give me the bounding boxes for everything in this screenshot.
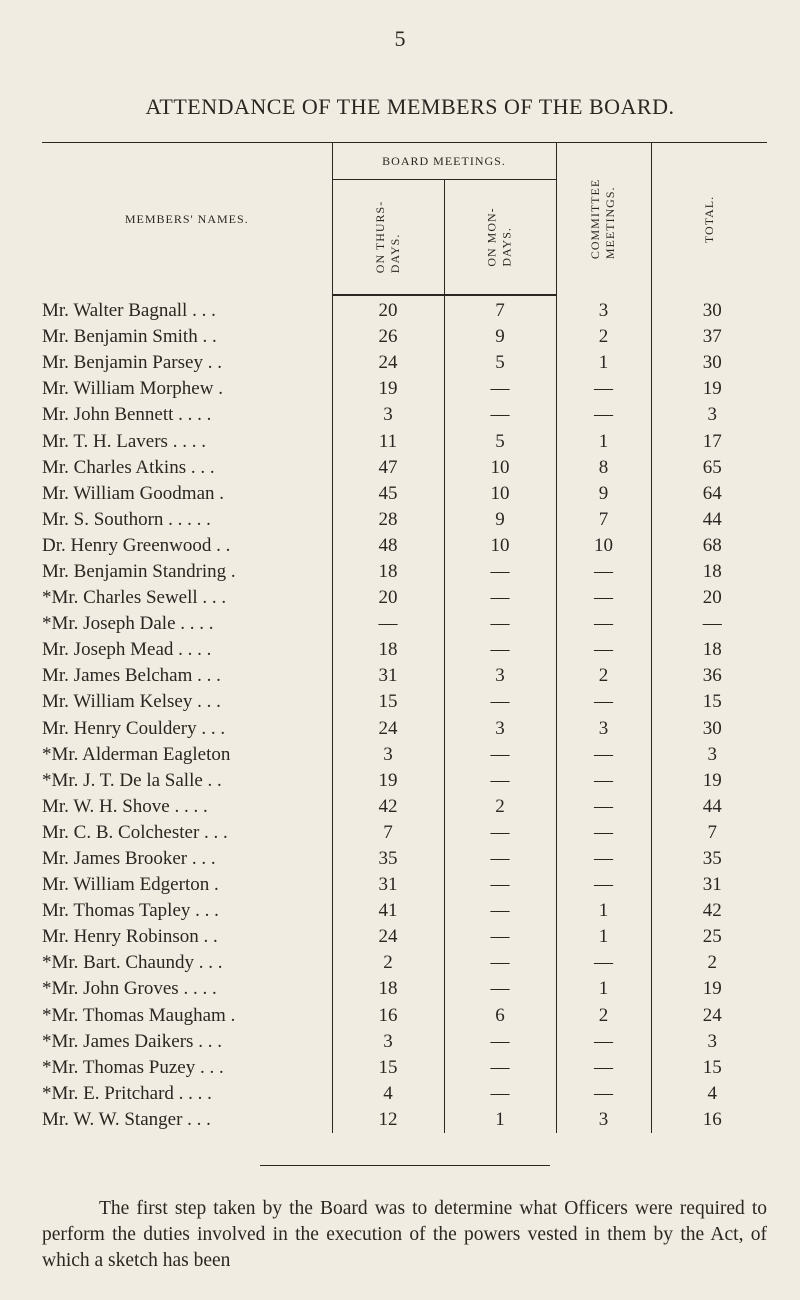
total-cell: 44 bbox=[651, 794, 767, 820]
mondays-header-line1: ON MON- bbox=[485, 207, 499, 267]
committee-cell: 2 bbox=[556, 663, 651, 689]
member-name-cell: Mr. William Kelsey . . . bbox=[42, 691, 221, 713]
table-row bbox=[42, 1107, 767, 1133]
thursdays-cell: 18 bbox=[332, 637, 444, 663]
member-name-cell: Mr. John Bennett . . . . bbox=[42, 404, 212, 426]
thursdays-cell: 41 bbox=[332, 898, 444, 924]
total-cell: 15 bbox=[651, 1055, 767, 1081]
thursdays-cell: — bbox=[332, 611, 444, 637]
table-row bbox=[42, 455, 767, 481]
member-name-cell: *Mr. Bart. Chaundy . . . bbox=[42, 952, 223, 974]
attendance-rows bbox=[42, 295, 767, 1133]
member-name-cell: Mr. T. H. Lavers . . . . bbox=[42, 430, 206, 452]
committee-cell: 2 bbox=[556, 1003, 651, 1029]
total-cell: 15 bbox=[651, 689, 767, 715]
mondays-cell: — bbox=[444, 768, 556, 794]
committee-cell: — bbox=[556, 689, 651, 715]
committee-cell: — bbox=[556, 872, 651, 898]
member-name-cell: *Mr. Alderman Eagleton bbox=[42, 743, 231, 765]
member-name-cell: Mr. Benjamin Parsey . . bbox=[42, 352, 222, 374]
thursdays-header-line1: ON THURS- bbox=[372, 200, 387, 274]
total-cell: 37 bbox=[651, 324, 767, 350]
member-name-cell: *Mr. Charles Sewell . . . bbox=[42, 587, 227, 609]
committee-cell: 3 bbox=[556, 1107, 651, 1133]
page-title: ATTENDANCE OF THE MEMBERS OF THE BOARD. bbox=[145, 94, 675, 119]
committee-cell: 1 bbox=[556, 898, 651, 924]
mondays-cell: — bbox=[444, 402, 556, 428]
table-row bbox=[42, 846, 767, 872]
mondays-cell: 3 bbox=[444, 663, 556, 689]
total-cell: 16 bbox=[651, 1107, 767, 1133]
mondays-cell: 9 bbox=[444, 507, 556, 533]
member-name-cell: Mr. William Edgerton . bbox=[42, 874, 219, 896]
table-row bbox=[42, 663, 767, 689]
mondays-cell: — bbox=[444, 611, 556, 637]
table-row bbox=[42, 402, 767, 428]
thursdays-cell: 48 bbox=[332, 533, 444, 559]
mondays-cell: 10 bbox=[444, 533, 556, 559]
table-row bbox=[42, 585, 767, 611]
total-cell: 30 bbox=[651, 350, 767, 376]
member-name-cell: Mr. C. B. Colchester . . . bbox=[42, 821, 228, 843]
total-cell: 30 bbox=[651, 295, 767, 324]
thursdays-cell: 18 bbox=[332, 976, 444, 1002]
total-header bbox=[651, 143, 767, 296]
member-name-cell: Mr. S. Southorn . . . . . bbox=[42, 508, 211, 530]
total-cell: 18 bbox=[651, 637, 767, 663]
thursdays-cell: 45 bbox=[332, 481, 444, 507]
mondays-cell: — bbox=[444, 872, 556, 898]
committee-cell: — bbox=[556, 559, 651, 585]
thursdays-cell: 16 bbox=[332, 1003, 444, 1029]
member-name-cell: Mr. W. H. Shove . . . . bbox=[42, 795, 208, 817]
thursdays-cell: 4 bbox=[332, 1081, 444, 1107]
member-name-cell: Dr. Henry Greenwood . . bbox=[42, 534, 231, 556]
board-meetings-header: BOARD MEETINGS. bbox=[332, 143, 556, 180]
mondays-cell: — bbox=[444, 820, 556, 846]
total-cell: 36 bbox=[651, 663, 767, 689]
mondays-cell: — bbox=[444, 742, 556, 768]
total-cell: 18 bbox=[651, 559, 767, 585]
total-cell: 30 bbox=[651, 716, 767, 742]
total-header-label: TOTAL. bbox=[701, 195, 716, 243]
total-cell: 17 bbox=[651, 428, 767, 454]
thursdays-cell: 15 bbox=[332, 1055, 444, 1081]
mondays-cell: 10 bbox=[444, 455, 556, 481]
table-row bbox=[42, 611, 767, 637]
thursdays-cell: 35 bbox=[332, 846, 444, 872]
table-row bbox=[42, 924, 767, 950]
member-name-cell: Mr. Henry Robinson . . bbox=[42, 926, 218, 948]
mondays-cell: — bbox=[444, 1055, 556, 1081]
member-name-cell: Mr. William Morphew . bbox=[42, 378, 223, 400]
member-name-cell: *Mr. James Daikers . . . bbox=[42, 1030, 222, 1052]
mondays-cell: 5 bbox=[444, 350, 556, 376]
table-row bbox=[42, 376, 767, 402]
total-cell: 19 bbox=[651, 768, 767, 794]
total-cell: 65 bbox=[651, 455, 767, 481]
section-divider bbox=[260, 1165, 550, 1166]
table-row bbox=[42, 794, 767, 820]
committee-cell: 1 bbox=[556, 350, 651, 376]
committee-cell: 3 bbox=[556, 716, 651, 742]
member-name-cell: *Mr. Thomas Maugham . bbox=[42, 1004, 236, 1026]
thursdays-cell: 31 bbox=[332, 663, 444, 689]
total-cell: 44 bbox=[651, 507, 767, 533]
total-cell: 25 bbox=[651, 924, 767, 950]
thursdays-cell: 11 bbox=[332, 428, 444, 454]
committee-cell: — bbox=[556, 402, 651, 428]
thursdays-cell: 7 bbox=[332, 820, 444, 846]
mondays-cell: — bbox=[444, 950, 556, 976]
thursdays-cell: 19 bbox=[332, 376, 444, 402]
mondays-cell: — bbox=[444, 924, 556, 950]
member-name-cell: Mr. Henry Couldery . . . bbox=[42, 717, 226, 739]
thursdays-cell: 3 bbox=[332, 402, 444, 428]
table-row bbox=[42, 872, 767, 898]
table-row bbox=[42, 507, 767, 533]
committee-cell: — bbox=[556, 768, 651, 794]
thursdays-cell: 24 bbox=[332, 716, 444, 742]
table-row bbox=[42, 559, 767, 585]
total-cell: 7 bbox=[651, 820, 767, 846]
mondays-cell: 3 bbox=[444, 716, 556, 742]
thursdays-cell: 12 bbox=[332, 1107, 444, 1133]
table-row bbox=[42, 1081, 767, 1107]
mondays-cell: — bbox=[444, 376, 556, 402]
committee-cell: 7 bbox=[556, 507, 651, 533]
committee-header-line1: COMMITTEE bbox=[588, 178, 603, 260]
table-row bbox=[42, 324, 767, 350]
table-row bbox=[42, 716, 767, 742]
mondays-cell: — bbox=[444, 898, 556, 924]
thursdays-cell: 2 bbox=[332, 950, 444, 976]
thursdays-header bbox=[332, 180, 444, 296]
thursdays-cell: 20 bbox=[332, 295, 444, 324]
table-row bbox=[42, 1055, 767, 1081]
committee-cell: — bbox=[556, 1055, 651, 1081]
thursdays-header-line2: DAYS. bbox=[387, 233, 402, 274]
committee-cell: 9 bbox=[556, 481, 651, 507]
thursdays-cell: 3 bbox=[332, 1029, 444, 1055]
member-name-cell: Mr. Charles Atkins . . . bbox=[42, 456, 215, 478]
total-cell: 3 bbox=[651, 742, 767, 768]
committee-cell: — bbox=[556, 742, 651, 768]
mondays-cell: — bbox=[444, 1081, 556, 1107]
committee-meetings-header bbox=[556, 143, 651, 296]
total-cell: 19 bbox=[651, 376, 767, 402]
thursdays-cell: 18 bbox=[332, 559, 444, 585]
thursdays-cell: 24 bbox=[332, 924, 444, 950]
table-row bbox=[42, 1003, 767, 1029]
member-name-cell: *Mr. Joseph Dale . . . . bbox=[42, 613, 214, 635]
member-name-cell: Mr. Benjamin Standring . bbox=[42, 560, 236, 582]
mondays-cell: 7 bbox=[444, 295, 556, 324]
table-row bbox=[42, 428, 767, 454]
body-paragraph: The first step taken by the Board was to determine what Officers were required to perform the duties involved in the execution of the powers vested in them by the Act, of which a sketch has been bbox=[42, 1198, 767, 1271]
thursdays-cell: 42 bbox=[332, 794, 444, 820]
thursdays-cell: 28 bbox=[332, 507, 444, 533]
table-row bbox=[42, 295, 767, 324]
table-row bbox=[42, 637, 767, 663]
page-number: 5 bbox=[394, 26, 406, 51]
table-row bbox=[42, 533, 767, 559]
committee-header-line2: MEETINGS. bbox=[603, 186, 618, 260]
committee-cell: 3 bbox=[556, 295, 651, 324]
mondays-cell: 2 bbox=[444, 794, 556, 820]
mondays-cell: 1 bbox=[444, 1107, 556, 1133]
table-row bbox=[42, 976, 767, 1002]
mondays-cell: — bbox=[444, 585, 556, 611]
table-row bbox=[42, 768, 767, 794]
committee-cell: — bbox=[556, 1081, 651, 1107]
committee-cell: — bbox=[556, 611, 651, 637]
mondays-cell: — bbox=[444, 846, 556, 872]
total-cell: 4 bbox=[651, 1081, 767, 1107]
mondays-cell: — bbox=[444, 689, 556, 715]
thursdays-cell: 31 bbox=[332, 872, 444, 898]
table-row bbox=[42, 898, 767, 924]
committee-cell: 10 bbox=[556, 533, 651, 559]
table-row bbox=[42, 742, 767, 768]
committee-cell: — bbox=[556, 585, 651, 611]
total-cell: 42 bbox=[651, 898, 767, 924]
total-cell: 3 bbox=[651, 402, 767, 428]
members-names-header: MEMBERS' NAMES. bbox=[42, 143, 332, 296]
committee-cell: 1 bbox=[556, 924, 651, 950]
table-row bbox=[42, 820, 767, 846]
mondays-cell: 6 bbox=[444, 1003, 556, 1029]
thursdays-cell: 24 bbox=[332, 350, 444, 376]
table-row bbox=[42, 689, 767, 715]
member-name-cell: Mr. W. W. Stanger . . . bbox=[42, 1108, 211, 1130]
member-name-cell: Mr. Benjamin Smith . . bbox=[42, 326, 217, 348]
total-cell: 31 bbox=[651, 872, 767, 898]
member-name-cell: *Mr. J. T. De la Salle . . bbox=[42, 769, 222, 791]
mondays-cell: 9 bbox=[444, 324, 556, 350]
table-row bbox=[42, 950, 767, 976]
committee-cell: — bbox=[556, 637, 651, 663]
attendance-table bbox=[42, 142, 767, 1133]
committee-cell: 8 bbox=[556, 455, 651, 481]
thursdays-cell: 19 bbox=[332, 768, 444, 794]
committee-cell: — bbox=[556, 376, 651, 402]
committee-cell: — bbox=[556, 794, 651, 820]
total-cell: 20 bbox=[651, 585, 767, 611]
committee-cell: — bbox=[556, 846, 651, 872]
total-cell: 3 bbox=[651, 1029, 767, 1055]
table-row bbox=[42, 481, 767, 507]
mondays-cell: — bbox=[444, 1029, 556, 1055]
member-name-cell: Mr. James Belcham . . . bbox=[42, 665, 221, 687]
thursdays-cell: 3 bbox=[332, 742, 444, 768]
member-name-cell: Mr. Joseph Mead . . . . bbox=[42, 639, 212, 661]
member-name-cell: Mr. Walter Bagnall . . . bbox=[42, 299, 216, 321]
committee-cell: — bbox=[556, 820, 651, 846]
mondays-cell: — bbox=[444, 976, 556, 1002]
mondays-header-line2: DAYS. bbox=[500, 227, 514, 267]
mondays-cell: 10 bbox=[444, 481, 556, 507]
member-name-cell: Mr. William Goodman . bbox=[42, 482, 225, 504]
committee-cell: — bbox=[556, 950, 651, 976]
member-name-cell: *Mr. John Groves . . . . bbox=[42, 978, 217, 1000]
thursdays-cell: 47 bbox=[332, 455, 444, 481]
member-name-cell: *Mr. E. Pritchard . . . . bbox=[42, 1082, 212, 1104]
total-cell: 19 bbox=[651, 976, 767, 1002]
thursdays-cell: 26 bbox=[332, 324, 444, 350]
total-cell: — bbox=[651, 611, 767, 637]
committee-cell: 2 bbox=[556, 324, 651, 350]
mondays-cell: — bbox=[444, 637, 556, 663]
mondays-cell: — bbox=[444, 559, 556, 585]
thursdays-cell: 20 bbox=[332, 585, 444, 611]
member-name-cell: Mr. James Brooker . . . bbox=[42, 848, 216, 870]
mondays-header bbox=[444, 180, 556, 296]
total-cell: 2 bbox=[651, 950, 767, 976]
committee-cell: 1 bbox=[556, 976, 651, 1002]
committee-cell: 1 bbox=[556, 428, 651, 454]
total-cell: 68 bbox=[651, 533, 767, 559]
table-row bbox=[42, 1029, 767, 1055]
member-name-cell: Mr. Thomas Tapley . . . bbox=[42, 900, 219, 922]
committee-cell: — bbox=[556, 1029, 651, 1055]
total-cell: 24 bbox=[651, 1003, 767, 1029]
member-name-cell: *Mr. Thomas Puzey . . . bbox=[42, 1056, 224, 1078]
table-row bbox=[42, 350, 767, 376]
thursdays-cell: 15 bbox=[332, 689, 444, 715]
total-cell: 35 bbox=[651, 846, 767, 872]
total-cell: 64 bbox=[651, 481, 767, 507]
mondays-cell: 5 bbox=[444, 428, 556, 454]
